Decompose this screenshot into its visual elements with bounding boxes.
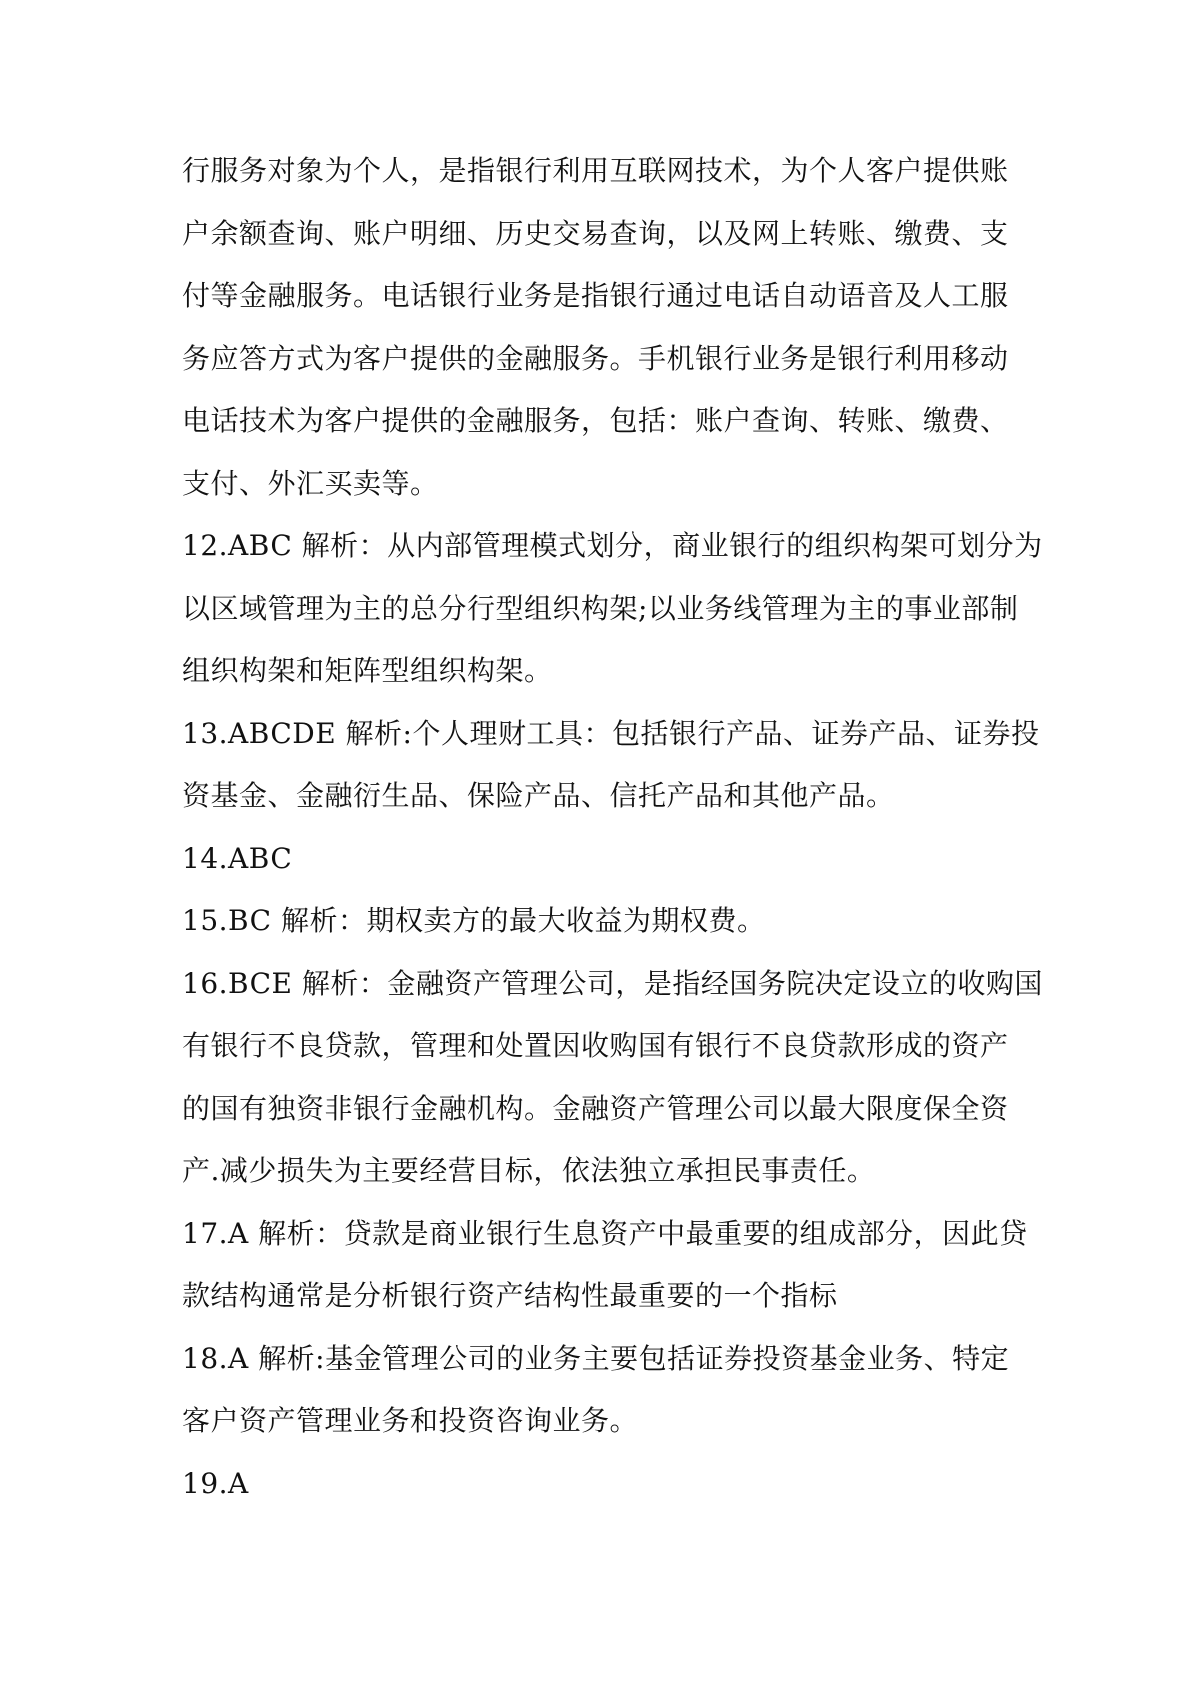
text-line: 资基金、金融衍生品、保险产品、信托产品和其他产品。 xyxy=(182,779,895,812)
text-line: 客户资产管理业务和投资咨询业务。 xyxy=(182,1404,639,1437)
answer-18-line: 18.A 解析:基金管理公司的业务主要包括证券投资基金业务、特定 xyxy=(182,1341,1010,1375)
answer-12-line: 12.ABC 解析：从内部管理模式划分，商业银行的组织构架可划分为 xyxy=(182,529,1043,562)
text-line: 电话技术为客户提供的金融服务，包括：账户查询、转账、缴费、 xyxy=(182,404,1009,437)
text-line: 的国有独资非银行金融机构。金融资产管理公司以最大限度保全资 xyxy=(182,1091,1009,1125)
text-line: 组织构架和矩阵型组织构架。 xyxy=(182,654,553,687)
text-line: 行服务对象为个人，是指银行利用互联网技术，为个人客户提供账 xyxy=(182,154,1009,187)
answer-13-line: 13.ABCDE 解析:个人理财工具：包括银行产品、证券产品、证券投 xyxy=(182,716,1040,750)
answer-15-line: 15.BC 解析：期权卖方的最大收益为期权费。 xyxy=(182,904,766,937)
answer-17-line: 17.A 解析：贷款是商业银行生息资产中最重要的组成部分，因此贷 xyxy=(182,1216,1028,1250)
answer-19-line: 19.A xyxy=(182,1466,249,1500)
text-line: 付等金融服务。电话银行业务是指银行通过电话自动语音及人工服 xyxy=(182,279,1009,312)
text-line: 支付、外汇买卖等。 xyxy=(182,466,439,500)
text-line: 有银行不良贷款，管理和处置因收购国有银行不良贷款形成的资产 xyxy=(182,1029,1009,1062)
document-body xyxy=(182,140,1043,1515)
text-line: 款结构通常是分析银行资产结构性最重要的一个指标 xyxy=(182,1279,838,1312)
answer-16-line: 16.BCE 解析：金融资产管理公司，是指经国务院决定设立的收购国 xyxy=(182,966,1043,1000)
text-line: 户余额查询、账户明细、历史交易查询，以及网上转账、缴费、支 xyxy=(182,216,1009,250)
text-line: 以区域管理为主的总分行型组织构架;以业务线管理为主的事业部制 xyxy=(182,591,1019,625)
text-line: 务应答方式为客户提供的金融服务。手机银行业务是银行利用移动 xyxy=(182,341,1009,375)
answer-14-line: 14.ABC xyxy=(182,841,293,875)
text-line: 产.减少损失为主要经营目标，依法独立承担民事责任。 xyxy=(182,1154,876,1187)
